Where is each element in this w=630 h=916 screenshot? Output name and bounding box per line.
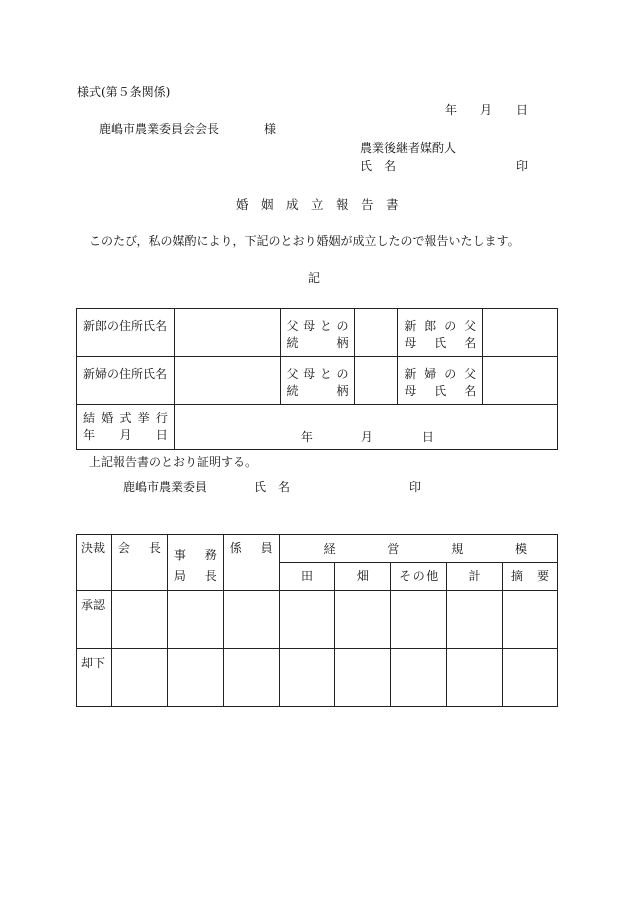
date-month: 月 [480,103,493,117]
approve-cell[interactable] [447,591,503,649]
sender-name-label: 氏 名 [360,159,397,173]
groom-parents-value[interactable] [483,309,558,357]
date-day: 日 [516,103,529,117]
ceremony-label: 結 婚 式 挙 行 年 月 日 [77,405,175,450]
sender-role: 農業後継者媒酌人 [360,141,457,155]
ceremony-row [77,405,558,450]
reject-row [77,649,558,707]
remarks-header: 摘 要 [503,563,558,591]
approve-row [77,591,558,649]
approve-cell[interactable] [391,591,447,649]
decision-header: 決裁 [77,535,112,591]
reject-cell[interactable] [391,649,447,707]
approve-cell[interactable] [279,591,335,649]
groom-parents-label: 新 郎 の 父 母 氏 名 [398,309,483,357]
groom-relation-value[interactable] [355,309,398,357]
groom-relation-label: 父 母 と の 続 柄 [280,309,355,357]
committee-role: 鹿嶋市農業委員 [123,480,208,494]
ki-heading: 記 [308,271,321,285]
chairman-header: 会 長 [111,535,167,591]
farm-header: 畑 [335,563,391,591]
bride-value[interactable] [174,357,280,405]
approve-cell[interactable] [167,591,223,649]
document-title: 婚 姻 成 立 報 告 書 [236,197,399,212]
reject-cell[interactable] [223,649,279,707]
ceremony-date-cell[interactable] [174,405,557,450]
reject-cell[interactable] [447,649,503,707]
addressee-honorific: 様 [264,122,277,136]
reject-cell[interactable] [279,649,335,707]
secretary-header: 事 務 局 長 [167,535,223,591]
reject-cell[interactable] [335,649,391,707]
approve-cell[interactable] [503,591,558,649]
approve-label: 承認 [77,591,112,649]
bride-label: 新婦の住所氏名 [77,357,175,405]
date-year: 年 [445,103,458,117]
field-header: 田 [279,563,335,591]
other-header: そ の 他 [391,563,447,591]
bride-parents-value[interactable] [483,357,558,405]
groom-row [77,309,558,357]
ceremony-month: 月 [360,430,373,444]
committee-name-label: 氏 名 [254,480,291,494]
approve-cell[interactable] [111,591,167,649]
reject-cell[interactable] [503,649,558,707]
ceremony-day: 日 [421,430,434,444]
staff-header: 係 員 [223,535,279,591]
reject-cell[interactable] [111,649,167,707]
bride-relation-value[interactable] [355,357,398,405]
bride-relation-label: 父 母 と の 続 柄 [280,357,355,405]
groom-value[interactable] [174,309,280,357]
bride-row [77,357,558,405]
sender-seal: 印 [516,159,529,173]
reject-label: 却下 [77,649,112,707]
total-header: 計 [447,563,503,591]
form-label: 様式(第５条関係) [77,85,171,99]
addressee-name: 鹿嶋市農業委員会会長 [99,122,220,136]
info-table [76,308,558,450]
ceremony-year: 年 [300,430,313,444]
groom-label: 新郎の住所氏名 [77,309,175,357]
committee-seal: 印 [409,480,422,494]
scale-header: 経 営 規 模 [279,535,557,563]
bride-parents-label: 新 婦 の 父 母 氏 名 [398,357,483,405]
approve-cell[interactable] [223,591,279,649]
intro-text: このたび，私の媒酌により，下記のとおり婚姻が成立したので報告いたします。 [89,234,520,248]
certify-text: 上記報告書のとおり証明する。 [89,455,258,469]
approve-cell[interactable] [335,591,391,649]
reject-cell[interactable] [167,649,223,707]
approval-table [76,534,558,707]
